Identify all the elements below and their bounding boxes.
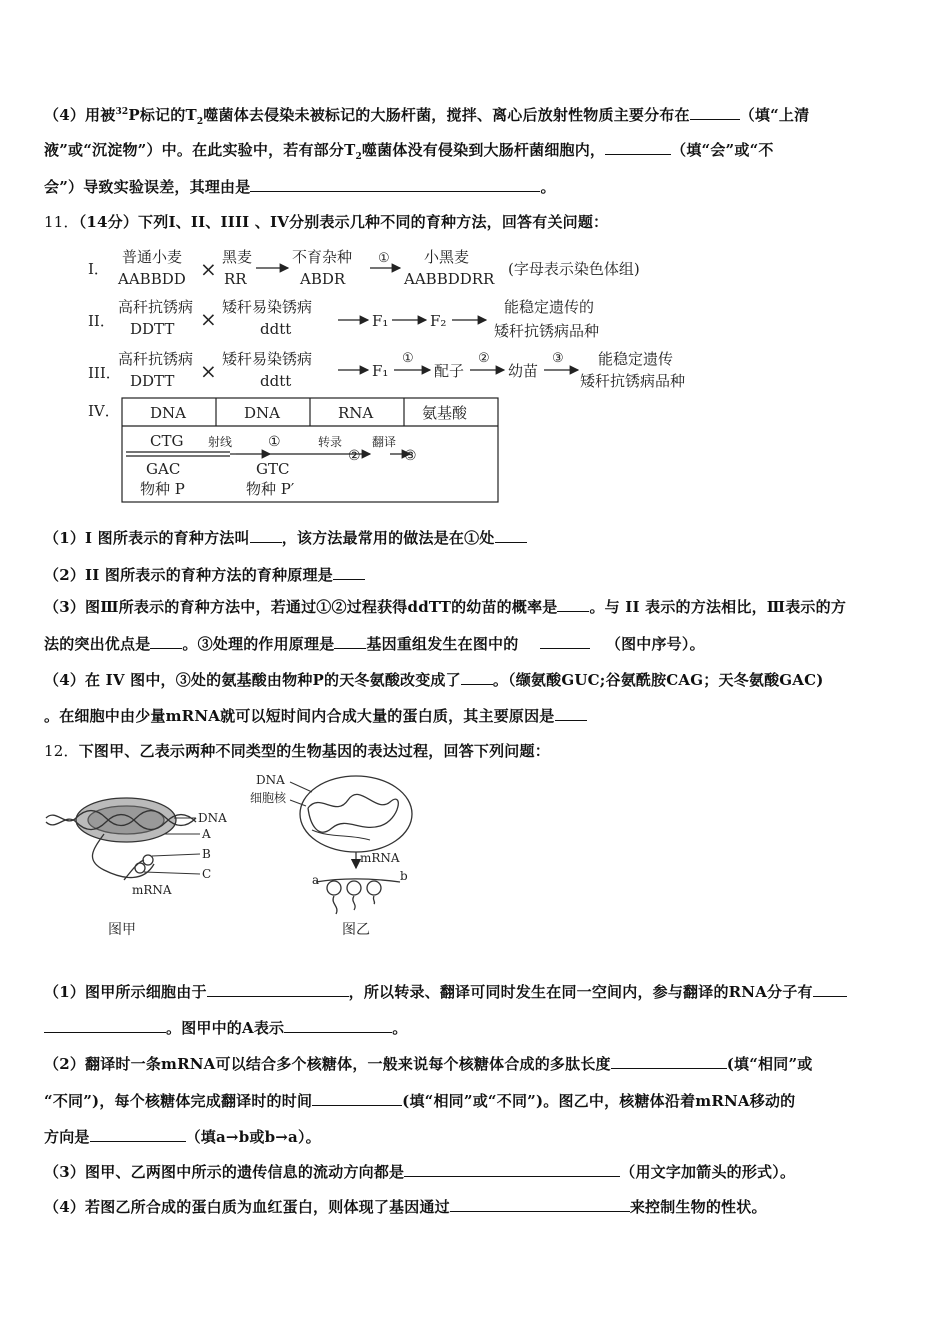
row-III-label: III． <box>88 364 121 382</box>
text: 。在细胞中由少量mRNA就可以短时间内合成大量的蛋白质，其主要原因是 <box>44 707 555 725</box>
label: 配子 <box>434 362 465 380</box>
label: 物种 P <box>140 480 185 498</box>
label: A <box>202 827 211 841</box>
text: （1）图甲所示细胞由于 <box>44 983 207 1001</box>
answer-blank[interactable] <box>495 528 527 543</box>
label: DNA <box>256 773 285 787</box>
text: （用文字加箭头的形式）。 <box>620 1163 796 1181</box>
answer-blank[interactable] <box>690 105 740 120</box>
label: F₁ <box>372 312 389 330</box>
text: 噬菌体去侵染未被标记的大肠杆菌，搅拌、离心后放射性物质主要分布在 <box>203 106 690 124</box>
label: B <box>202 847 211 861</box>
text: （图中序号）。 <box>605 635 705 653</box>
text: （14分）下列I、II、IIII 、IV分别表示几种不同的育种方法，回答有关问题： <box>78 213 609 231</box>
q11-4-line2 <box>44 706 910 726</box>
label: 黑麦 <box>222 248 253 266</box>
label: 物种 P′ <box>246 480 295 498</box>
row-I-label: I． <box>88 260 109 278</box>
label: ① <box>268 434 281 450</box>
ribosome <box>327 881 341 895</box>
answer-blank[interactable] <box>557 597 589 612</box>
label: 翻译 <box>372 435 397 449</box>
label: ① <box>378 251 390 266</box>
text: 法的突出优点是 <box>44 635 151 653</box>
row-IV-label: IV． <box>88 402 120 420</box>
header-cell: DNA <box>150 404 186 422</box>
text: ，所以转录、翻译可同时发生在同一空间内，参与翻译的RNA分子有 <box>348 983 813 1001</box>
sub: 2 <box>355 152 362 162</box>
cross-symbol: × <box>200 257 217 281</box>
label: F₂ <box>430 312 447 330</box>
text: （2）II 图所表示的育种方法的育种原理是 <box>44 566 333 584</box>
answer-blank[interactable] <box>333 565 365 580</box>
label: AABBDD <box>118 270 186 288</box>
breeding-diagram <box>84 240 724 505</box>
polypeptide <box>333 896 337 914</box>
label: 小黑麦 <box>424 248 470 266</box>
text: (填“相同”或“不同”)。图乙中，核糖体沿着mRNA移动的 <box>402 1092 796 1110</box>
text: （填“会”或“不 <box>671 141 774 159</box>
text: 基因重组发生在图中的 <box>366 635 519 653</box>
dna-strand <box>308 794 398 832</box>
label: ② <box>348 448 361 464</box>
text: （3）图甲、乙两图中所示的遗传信息的流动方向都是 <box>44 1163 405 1181</box>
answer-blank[interactable] <box>450 1197 630 1212</box>
text: 方向是 <box>44 1128 90 1146</box>
text: （填“上清 <box>739 106 810 124</box>
text: （4）若图乙所合成的蛋白质为血红蛋白，则体现了基因通过 <box>44 1198 450 1216</box>
label: 矮秆易染锈病 <box>222 298 313 316</box>
text: 。 <box>540 178 556 196</box>
q10-4-line2 <box>44 140 910 167</box>
header-cell: 氨基酸 <box>422 404 468 422</box>
label: ddtt <box>260 320 292 338</box>
q10-4-line1 <box>44 102 910 132</box>
pointer-line <box>290 782 312 792</box>
label: 矮秆抗锈病品种 <box>580 372 686 390</box>
sub: 2 <box>196 117 204 127</box>
label: DNA <box>198 811 227 825</box>
question-number: 11． <box>44 213 79 231</box>
q12-2-line2 <box>44 1091 910 1111</box>
label: ② <box>478 351 490 366</box>
label: DDTT <box>130 320 175 338</box>
label: (字母表示染色体组) <box>508 260 640 278</box>
answer-blank[interactable] <box>540 634 590 649</box>
answer-blank[interactable] <box>44 1018 166 1033</box>
polypeptide <box>353 896 355 910</box>
row-II-label: II． <box>88 312 115 330</box>
label: F₁ <box>372 362 389 380</box>
question-number: 12． <box>44 742 79 760</box>
pointer-line <box>152 854 200 856</box>
label: 能稳定遗传的 <box>504 298 595 316</box>
q11-3-line1 <box>44 597 910 617</box>
label: 高秆抗锈病 <box>118 350 194 368</box>
figure-caption: 图乙 <box>342 922 370 938</box>
label: GTC <box>256 460 290 478</box>
q12-1-line2 <box>44 1018 910 1038</box>
label: C <box>202 867 212 881</box>
label: 能稳定遗传 <box>598 350 674 368</box>
label: 细胞核 <box>250 791 287 805</box>
label: a <box>312 873 320 887</box>
label: ③ <box>404 448 417 464</box>
label: 高秆抗锈病 <box>118 298 194 316</box>
text: （3）图Ⅲ所表示的育种方法中，若通过①②过程获得ddTT的幼苗的概率是 <box>44 598 558 616</box>
text: 。图甲中的A表示 <box>166 1019 285 1037</box>
label: mRNA <box>360 851 400 865</box>
label: ABDR <box>300 270 346 288</box>
label: mRNA <box>132 883 172 897</box>
ribosome <box>367 881 381 895</box>
label: AABBDDRR <box>404 270 495 288</box>
q12-4 <box>44 1197 910 1217</box>
answer-blank[interactable] <box>555 706 587 721</box>
text: ，该方法最常用的做法是在①处 <box>281 529 495 547</box>
label: 矮秆易染锈病 <box>222 350 313 368</box>
text: P标记的T <box>128 106 197 124</box>
label: RR <box>224 270 247 288</box>
label: 矮秆抗锈病品种 <box>494 322 600 340</box>
answer-blank[interactable] <box>461 670 493 685</box>
answer-blank[interactable] <box>334 634 366 649</box>
answer-blank[interactable] <box>250 528 282 543</box>
label: ① <box>402 351 414 366</box>
label: 普通小麦 <box>122 248 183 266</box>
sup: 32 <box>115 107 129 117</box>
label: 不育杂种 <box>292 248 353 266</box>
answer-blank[interactable] <box>150 634 182 649</box>
q10-4-line3 <box>44 177 910 197</box>
label: GAC <box>146 460 181 478</box>
answer-blank[interactable] <box>404 1162 620 1177</box>
q11-stem <box>44 212 910 232</box>
label: 幼苗 <box>508 362 539 380</box>
text: 会”）导致实验误差，其理由是 <box>44 178 251 196</box>
q12-1-line1 <box>44 982 910 1002</box>
q12-2-line3 <box>44 1127 910 1147</box>
label: ③ <box>552 351 564 366</box>
text: 液”或“沉淀物”）中。在此实验中，若有部分T <box>44 141 356 159</box>
figure-jia <box>44 790 244 940</box>
polypeptide <box>373 896 374 904</box>
answer-blank[interactable] <box>90 1127 186 1142</box>
answer-blank[interactable] <box>813 982 847 997</box>
q11-2 <box>44 565 910 585</box>
answer-blank[interactable] <box>312 1091 402 1106</box>
pointer-line <box>144 872 200 874</box>
text: 。（缬氨酸GUC;谷氨酰胺CAG；天冬氨酸GAC) <box>492 671 824 689</box>
text: 来控制生物的性状。 <box>629 1198 767 1216</box>
label: DDTT <box>130 372 175 390</box>
ribosome <box>143 855 153 865</box>
figure-yi <box>250 772 430 942</box>
q11-3-line2 <box>44 634 910 654</box>
label: 射线 <box>208 435 233 449</box>
cross-symbol: × <box>200 307 217 331</box>
label: CTG <box>150 432 184 450</box>
text: （2）翻译时一条mRNA可以结合多个核糖体，一般来说每个核糖体合成的多肽长度 <box>44 1055 611 1073</box>
text: “不同”)，每个核糖体完成翻译时的时间 <box>44 1092 313 1110</box>
text: 下图甲、乙表示两种不同类型的生物基因的表达过程，回答下列问题： <box>78 742 550 760</box>
label: b <box>400 869 408 883</box>
answer-blank[interactable] <box>250 177 540 192</box>
answer-blank[interactable] <box>605 140 671 155</box>
q12-3 <box>44 1162 910 1182</box>
q12-2-line1 <box>44 1054 910 1074</box>
figure-caption: 图甲 <box>108 922 136 938</box>
answer-blank[interactable] <box>207 982 349 997</box>
answer-blank[interactable] <box>284 1018 392 1033</box>
q11-1 <box>44 528 910 548</box>
cross-symbol: × <box>200 359 217 383</box>
text: （4）在 IV 图中，③处的氨基酸由物种P的天冬氨酸改变成了 <box>44 671 461 689</box>
text: 。与 II 表示的方法相比，Ⅲ表示的方 <box>589 598 847 616</box>
q12-stem <box>44 741 910 761</box>
answer-blank[interactable] <box>611 1054 727 1069</box>
text: （填a→b或b→a）。 <box>185 1128 321 1146</box>
label: ddtt <box>260 372 292 390</box>
label: 转录 <box>318 435 343 449</box>
text: (填“相同”或 <box>726 1055 813 1073</box>
text: （1）I 图所表示的育种方法叫 <box>44 529 250 547</box>
text: （4）用被 <box>44 106 116 124</box>
ribosome <box>347 881 361 895</box>
header-cell: RNA <box>338 404 374 422</box>
text: 。 <box>392 1019 408 1037</box>
header-cell: DNA <box>244 404 280 422</box>
q11-4-line1 <box>44 670 910 690</box>
text: 噬菌体没有侵染到大肠杆菌细胞内， <box>361 141 606 159</box>
text: 。③处理的作用原理是 <box>182 635 335 653</box>
